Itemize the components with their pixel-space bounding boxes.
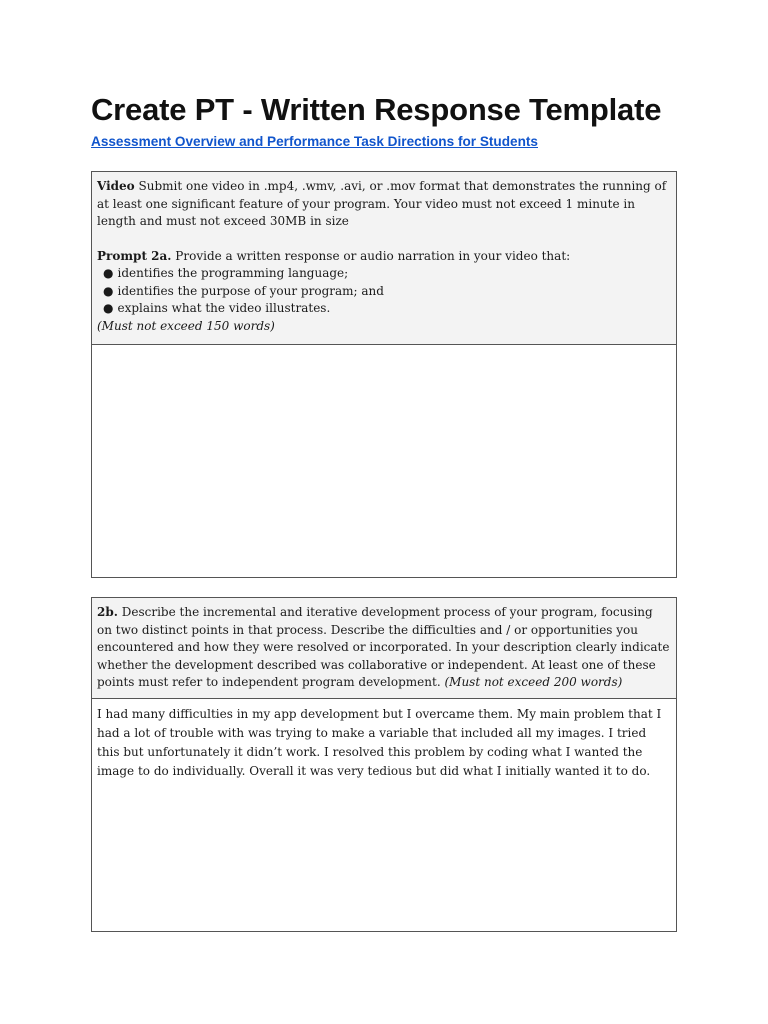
prompt-2b-instructions (92, 598, 676, 699)
list-item: ● identifies the programming language; (103, 266, 349, 280)
response-2b-text[interactable]: I had many difficulties in my app development but I overcame them. My main problem that I had a lot of trouble with was trying to make a variable that included all my images. I tried this but unfortunately it didn’t work. I resolved this problem by coding what I wanted the image to do individually. Overall it was very tedious but did what I initially wanted it to do. (97, 707, 662, 778)
prompt-2a-bullets (97, 265, 671, 318)
prompt-2b-body: Describe the incremental and iterative development process of your program, focusing on two distinct points in that process. Describe the difficulties and / or opportunities you encountered and how they were resolved or incorporated. In your description clearly indicate whether the development described was collaborative or independent. At least one of these points must refer to independent program development. (97, 605, 670, 689)
prompt-2b-box (91, 597, 677, 932)
video-instructions (97, 178, 671, 231)
word-limit-2b: (Must not exceed 200 words) (444, 675, 623, 689)
response-2b[interactable] (92, 699, 676, 781)
prompt-2a-body: Provide a written response or audio narration in your video that: (175, 248, 571, 263)
list-item: ● explains what the video illustrates. (103, 301, 331, 315)
video-label: Video (97, 179, 135, 193)
prompt-2b-label: 2b. (97, 605, 118, 619)
bullet-icon: ● (103, 301, 114, 315)
prompt-2a-instructions (92, 172, 676, 345)
response-2a[interactable] (92, 345, 676, 575)
prompt-2a-label: Prompt 2a. (97, 248, 172, 263)
directions-link[interactable]: Assessment Overview and Performance Task Directions for Students (91, 134, 538, 149)
prompt-2a-text (97, 248, 671, 266)
response-2a-input[interactable] (97, 351, 671, 571)
prompt-2b-text (97, 604, 671, 692)
list-item: ● identifies the purpose of your program; and (103, 283, 384, 298)
page-title: Create PT - Written Response Template (91, 92, 662, 127)
video-text: Submit one video in .mp4, .wmv, .avi, or .mov format that demonstrates the running of at least one significant feature of your program. Your video must not exceed 1 minute in length and must not exceed 30MB in size (97, 179, 667, 228)
word-limit-2a: (Must not exceed 150 words) (97, 318, 275, 333)
prompt-2a-box (91, 171, 677, 578)
bullet-icon: ● (103, 266, 114, 280)
bullet-icon: ● (103, 283, 114, 298)
